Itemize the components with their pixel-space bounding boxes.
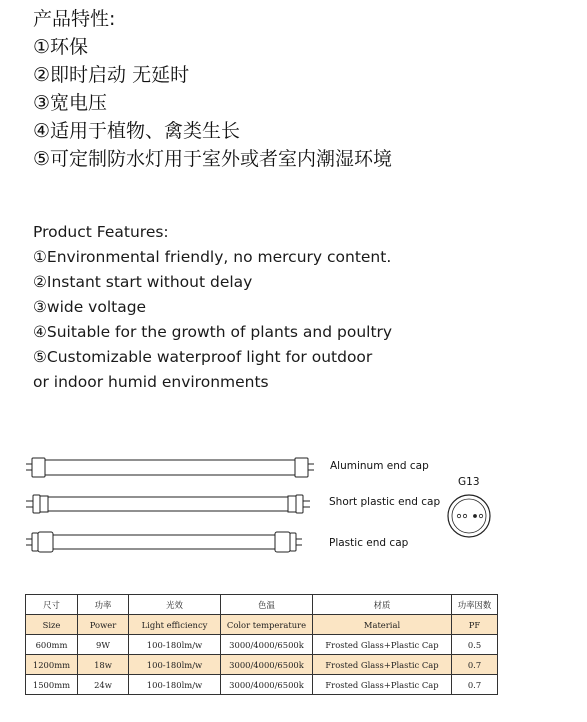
- g13-label: G13: [458, 476, 480, 488]
- en-feature-item: ⑤Customizable waterproof light for outdoor: [33, 348, 373, 366]
- table-header-cn: [26, 595, 498, 615]
- cn-feature-item: ③宽电压: [33, 92, 108, 114]
- tube-label-plastic: Plastic end cap: [329, 537, 409, 549]
- table-cell: 24w: [78, 675, 129, 695]
- header-cell: Size: [26, 615, 78, 635]
- table-row: [26, 655, 498, 675]
- table-cell: 100-180lm/w: [129, 675, 221, 695]
- header-cell: 尺寸: [26, 595, 78, 615]
- header-cell: PF: [452, 615, 498, 635]
- header-cell: Light efficiency: [129, 615, 221, 635]
- short-plastic-end-cap-tube-icon: [26, 495, 310, 513]
- table-cell: 1200mm: [26, 655, 78, 675]
- cn-feature-item: ⑤可定制防水灯用于室外或者室内潮湿环境: [33, 148, 393, 170]
- g13-pin-connector-icon: [448, 495, 490, 537]
- en-feature-item: ②Instant start without delay: [33, 273, 253, 291]
- table-row: [26, 635, 498, 655]
- en-feature-item: ③wide voltage: [33, 298, 147, 316]
- table-header-en: [26, 615, 498, 635]
- tube-label-aluminum: Aluminum end cap: [330, 460, 429, 472]
- table-cell: 600mm: [26, 635, 78, 655]
- table-row: [26, 675, 498, 695]
- table-cell: 3000/4000/6500k: [221, 655, 313, 675]
- header-cell: 功率因数: [452, 595, 498, 615]
- chinese-features: [33, 5, 392, 173]
- plastic-end-cap-tube-icon: [26, 532, 302, 552]
- en-feature-item: ①Environmental friendly, no mercury content.: [33, 248, 392, 266]
- cn-feature-item: ④适用于植物、禽类生长: [33, 120, 241, 142]
- header-cell: 功率: [78, 595, 129, 615]
- table-cell: 0.7: [452, 655, 498, 675]
- spec-table: [25, 594, 498, 695]
- en-feature-item: ④Suitable for the growth of plants and poultry: [33, 323, 393, 341]
- tube-illustrations: [0, 448, 587, 560]
- header-cell: 光效: [129, 595, 221, 615]
- table-cell: 0.7: [452, 675, 498, 695]
- table-cell: Frosted Glass+Plastic Cap: [313, 655, 452, 675]
- en-feature-item: or indoor humid environments: [33, 373, 269, 391]
- table-cell: 3000/4000/6500k: [221, 635, 313, 655]
- table-cell: 18w: [78, 655, 129, 675]
- table-cell: 0.5: [452, 635, 498, 655]
- table-cell: 100-180lm/w: [129, 655, 221, 675]
- table-cell: Frosted Glass+Plastic Cap: [313, 675, 452, 695]
- table-cell: 100-180lm/w: [129, 635, 221, 655]
- tube-label-short-plastic: Short plastic end cap: [329, 496, 441, 508]
- table-cell: Frosted Glass+Plastic Cap: [313, 635, 452, 655]
- header-cell: 材质: [313, 595, 452, 615]
- table-cell: 9W: [78, 635, 129, 655]
- cn-feature-item: ①环保: [33, 36, 89, 58]
- header-cell: Material: [313, 615, 452, 635]
- aluminum-end-cap-tube-icon: [26, 458, 314, 477]
- cn-feature-item: ②即时启动 无延时: [33, 64, 190, 86]
- table-cell: 3000/4000/6500k: [221, 675, 313, 695]
- en-features-title: Product Features:: [33, 223, 169, 241]
- header-cell: Color temperature: [221, 615, 313, 635]
- header-cell: 色温: [221, 595, 313, 615]
- header-cell: Power: [78, 615, 129, 635]
- table-cell: 1500mm: [26, 675, 78, 695]
- english-features: [33, 220, 392, 395]
- cn-features-title: 产品特性:: [33, 8, 116, 30]
